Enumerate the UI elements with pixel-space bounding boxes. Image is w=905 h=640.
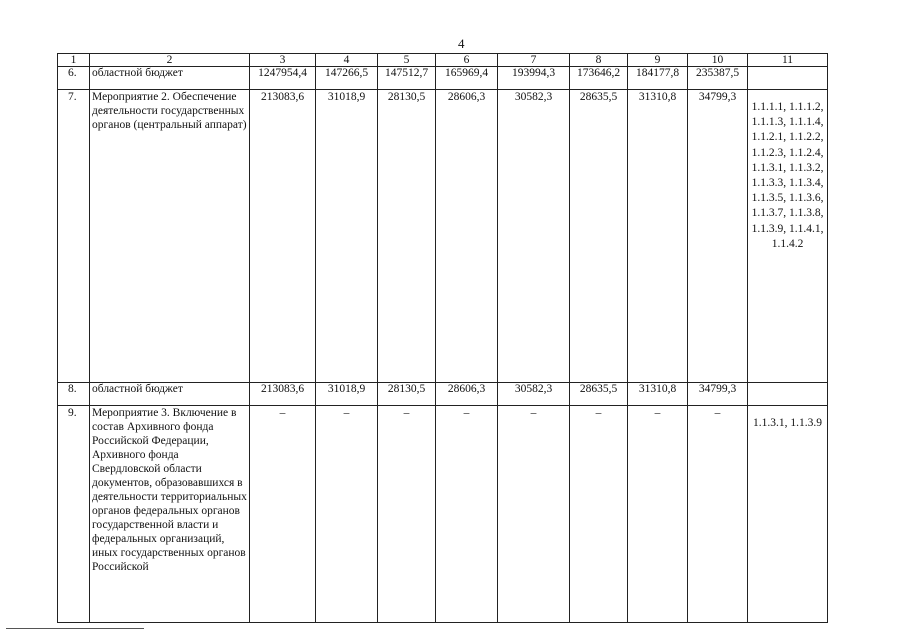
- target-codes: [748, 383, 828, 406]
- row-index: 8.: [58, 383, 90, 406]
- value-cell: –: [570, 406, 628, 623]
- target-codes: 1.1.3.1, 1.1.3.9: [748, 406, 828, 623]
- value-cell: 165969,4: [436, 67, 498, 90]
- row-name: Мероприятие 3. Включение в состав Архивного фонда Российской Федерации, Архивного фонда Свердловской области документов, образовавшихся в деятельности территориальных органов федеральных органов государственной власти и федеральных организаций, иных государственных органов Российской: [90, 406, 250, 623]
- value-cell: 31018,9: [316, 90, 378, 383]
- value-cell: 28606,3: [436, 90, 498, 383]
- value-cell: 213083,6: [250, 383, 316, 406]
- value-cell: 147266,5: [316, 67, 378, 90]
- page-number: 4: [458, 36, 465, 51]
- header-cell: 2: [90, 54, 250, 67]
- header-cell: 5: [378, 54, 436, 67]
- header-cell: 10: [688, 54, 748, 67]
- value-cell: –: [688, 406, 748, 623]
- target-codes: [748, 67, 828, 90]
- value-cell: 31310,8: [628, 90, 688, 383]
- header-row: [58, 54, 828, 67]
- value-cell: 34799,3: [688, 90, 748, 383]
- row-name: областной бюджет: [90, 383, 250, 406]
- header-cell: 1: [58, 54, 90, 67]
- value-cell: –: [436, 406, 498, 623]
- table-row: [58, 67, 828, 90]
- table-row: [58, 90, 828, 383]
- value-cell: –: [498, 406, 570, 623]
- row-name: Мероприятие 2. Обеспечение деятельности государственных органов (центральный аппарат): [90, 90, 250, 383]
- value-cell: –: [378, 406, 436, 623]
- table-row: [58, 406, 828, 623]
- value-cell: 28635,5: [570, 90, 628, 383]
- value-cell: 235387,5: [688, 67, 748, 90]
- value-cell: 28130,5: [378, 383, 436, 406]
- value-cell: –: [316, 406, 378, 623]
- value-cell: 147512,7: [378, 67, 436, 90]
- value-cell: 34799,3: [688, 383, 748, 406]
- header-cell: 8: [570, 54, 628, 67]
- value-cell: 28606,3: [436, 383, 498, 406]
- value-cell: 28130,5: [378, 90, 436, 383]
- header-cell: 6: [436, 54, 498, 67]
- value-cell: 213083,6: [250, 90, 316, 383]
- value-cell: –: [628, 406, 688, 623]
- value-cell: 184177,8: [628, 67, 688, 90]
- header-cell: 9: [628, 54, 688, 67]
- value-cell: –: [250, 406, 316, 623]
- value-cell: 31018,9: [316, 383, 378, 406]
- table-row: [58, 383, 828, 406]
- row-name: областной бюджет: [90, 67, 250, 90]
- row-index: 7.: [58, 90, 90, 383]
- budget-table: [57, 53, 828, 623]
- value-cell: 30582,3: [498, 90, 570, 383]
- value-cell: 28635,5: [570, 383, 628, 406]
- value-cell: 193994,3: [498, 67, 570, 90]
- row-index: 6.: [58, 67, 90, 90]
- value-cell: 30582,3: [498, 383, 570, 406]
- footer-divider: [6, 628, 144, 629]
- value-cell: 31310,8: [628, 383, 688, 406]
- value-cell: 173646,2: [570, 67, 628, 90]
- value-cell: 1247954,4: [250, 67, 316, 90]
- target-codes: 1.1.1.1, 1.1.1.2, 1.1.1.3, 1.1.1.4, 1.1.2.1, 1.1.2.2, 1.1.2.3, 1.1.2.4, 1.1.3.1, 1.1.3.2, 1.1.3.3, 1.1.3.4, 1.1.3.5, 1.1.3.6, 1.1.3.7, 1.1.3.8, 1.1.3.9, 1.1.4.1, 1.1.4.2: [748, 90, 828, 383]
- header-cell: 3: [250, 54, 316, 67]
- header-cell: 4: [316, 54, 378, 67]
- header-cell: 7: [498, 54, 570, 67]
- header-cell: 11: [748, 54, 828, 67]
- row-index: 9.: [58, 406, 90, 623]
